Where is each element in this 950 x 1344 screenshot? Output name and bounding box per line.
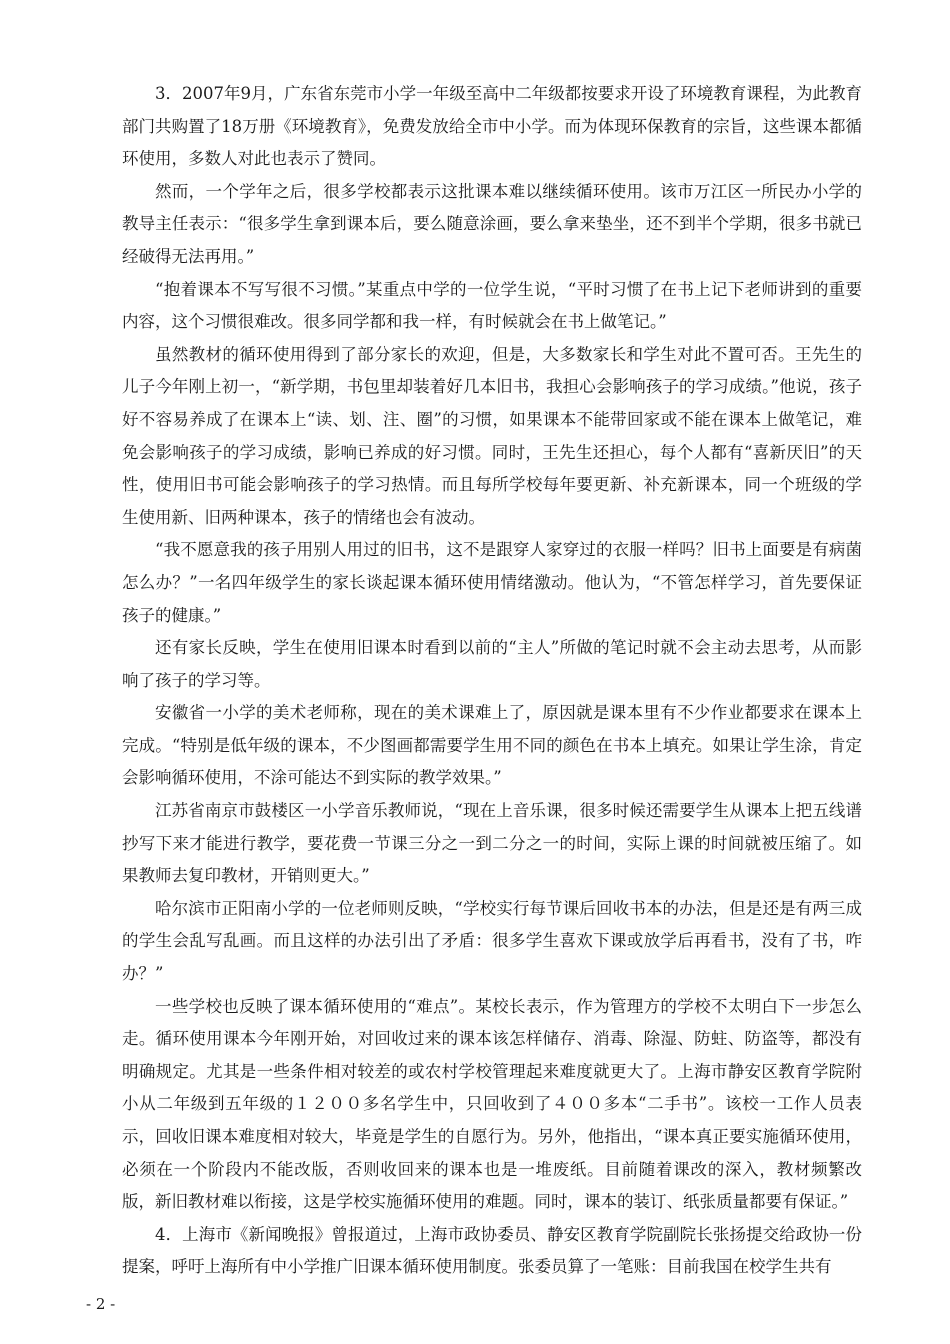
- paragraph-music-teacher: 江苏省南京市鼓楼区一小学音乐教师说，“现在上音乐课，很多时候还需要学生从课本上把五线谱抄写下来才能进行教学，要花费一节课三分之一到二分之一的时间，实际上课的时间就被压缩了。如果教师去复印教材，开销则更大。”: [122, 801, 862, 886]
- paragraph-item-4-intro: 4．上海市《新闻晚报》曾报道过，上海市政协委员、静安区教育学院副院长张扬提交给政协一份提案，呼吁上海所有中小学推广旧课本循环使用制度。张委员算了一笔账：目前我国在校学生共有: [122, 1224, 862, 1277]
- paragraph-student-quote: “抱着课本不写写很不习惯。”某重点中学的一位学生说，“平时习惯了在书上记下老师讲到的重要内容，这个习惯很难改。很多同学都和我一样，有时候就会在书上做笔记。”: [122, 279, 862, 332]
- paragraph-art-teacher: 安徽省一小学的美术老师称，现在的美术课难上了，原因就是课本里有不少作业都要求在课本上完成。“特别是低年级的课本，不少图画都需要学生用不同的颜色在书本上填充。如果让学生涂，肯定会影响循环使用，不涂可能达不到实际的教学效果。”: [122, 703, 862, 788]
- paragraph-parent-wang: 虽然教材的循环使用得到了部分家长的欢迎，但是，大多数家长和学生对此不置可否。王先生的儿子今年刚上初一，“新学期，书包里却装着好几本旧书，我担心会影响孩子的学习成绩。”他说，孩子好不容易养成了在课本上“读、划、注、圈”的习惯，如果课本不能带回家或不能在课本上做笔记，难免会影响孩子的学习成绩，影响已养成的好习惯。同时，王先生还担心，每个人都有“喜新厌旧”的天性，使用旧书可能会影响孩子的学习热情。而且每所学校每年要更新、补充新课本，同一个班级的学生使用新、旧两种课本，孩子的情绪也会有波动。: [122, 344, 862, 527]
- paragraph-harbin-teacher: 哈尔滨市正阳南小学的一位老师则反映，“学校实行每节课后回收书本的办法，但是还是有两三成的学生会乱写乱画。而且这样的办法引出了矛盾：很多学生喜欢下课或放学后再看书，没有了书，咋办？”: [122, 898, 862, 984]
- document-body: [122, 78, 862, 1284]
- page-number: - 2 -: [86, 1295, 116, 1313]
- paragraph-school-difficulties: 一些学校也反映了课本循环使用的“难点”。某校长表示，作为管理方的学校不太明白下一步怎么走。循环使用课本今年刚开始，对回收过来的课本该怎样储存、消毒、除湿、防蛀、防盗等，都没有明确规定。尤其是一些条件相对较差的或农村学校管理起来难度就更大了。上海市静安区教育学院附小从二年级到五年级的１２００多名学生中，只回收到了４００多本“二手书”。该校一工作人员表示，回收旧课本难度相对较大，毕竟是学生的自愿行为。另外，他指出，“课本真正要实施循环使用，必须在一个阶段内不能改版，否则收回来的课本也是一堆废纸。目前随着课改的深入，教材频繁改版，新旧教材难以衔接，这是学校实施循环使用的难题。同时，课本的装订、纸张质量都要有保证。”: [122, 996, 862, 1212]
- paragraph-parent-hygiene: “我不愿意我的孩子用别人用过的旧书，这不是跟穿人家穿过的衣服一样吗？旧书上面要是有病菌怎么办？”一名四年级学生的家长谈起课本循环使用情绪激动。他认为，“不管怎样学习，首先要保证孩子的健康。”: [122, 540, 862, 625]
- paragraph-item-3-intro: 3．2007年9月，广东省东莞市小学一年级至高中二年级都按要求开设了环境教育课程，为此教育部门共购置了18万册《环境教育》，免费发放给全市中小学。而为体现环保教育的宗旨，这些课本都循环使用，多数人对此也表示了赞同。: [122, 84, 862, 169]
- paragraph-school-feedback: 然而，一个学年之后，很多学校都表示这批课本难以继续循环使用。该市万江区一所民办小学的教导主任表示：“很多学生拿到课本后，要么随意涂画，要么拿来垫坐，还不到半个学期，很多书就已经破得无法再用。”: [122, 181, 862, 266]
- paragraph-parent-notes: 还有家长反映，学生在使用旧课本时看到以前的“主人”所做的笔记时就不会主动去思考，从而影响了孩子的学习等。: [122, 638, 862, 690]
